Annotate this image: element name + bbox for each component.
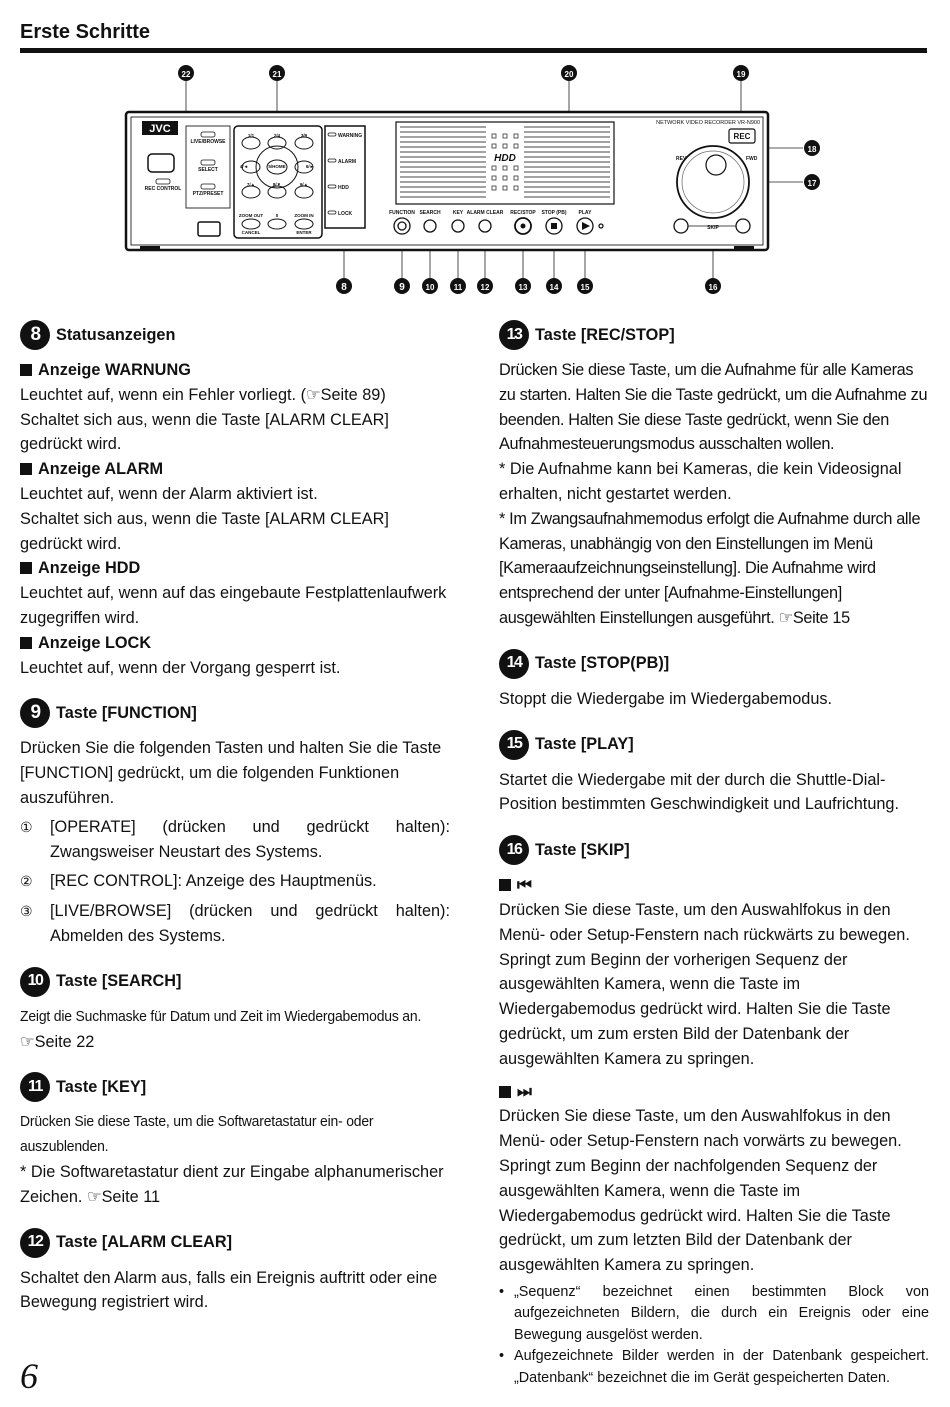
key-5-label: 5/HOME (268, 164, 286, 169)
zoom-in-label: ZOOM IN (294, 213, 314, 218)
section-11-heading (20, 1072, 450, 1102)
page-title: Erste Schritte (20, 21, 151, 43)
rec-dot-icon (521, 224, 526, 229)
front-panel-figure (0, 58, 950, 303)
callout-10-label: 10 (425, 283, 435, 292)
warning-text-2: Schaltet sich aus, wenn die Taste [ALARM CLEAR] gedrückt wird. (20, 410, 389, 454)
callout-13-label: 13 (518, 283, 528, 292)
skip-next-icon: ⏭ (517, 1082, 532, 1101)
section-15 (499, 730, 929, 818)
skip-prev-heading (499, 873, 929, 898)
number-badge-10: 10 (20, 967, 50, 997)
live-browse-label: LIVE/BROWSE (190, 139, 226, 145)
section-12-body: Schaltet den Alarm aus, falls ein Ereignis auftritt oder eine Bewegung registriert wird. (20, 1268, 438, 1312)
callout-18-label: 18 (807, 145, 817, 154)
section-13-note-1: * Die Aufnahme kann bei Kameras, die kein Videosignal erhalten, nicht gestartet werden. (499, 460, 902, 503)
number-badge-14: 14 (499, 649, 529, 679)
select-label: SELECT (198, 167, 218, 173)
alarm-clear-label: ALARM CLEAR (466, 210, 504, 216)
rec-button-label: REC (733, 132, 751, 141)
callout-19-label: 19 (736, 70, 746, 79)
section-9-intro: Drücken Sie die folgenden Tasten und halten Sie die Taste [FUNCTION] gedrückt, um die folgenden Funktionen auszuführen. (20, 739, 442, 807)
section-9-heading (20, 698, 450, 728)
section-13-heading (499, 320, 929, 350)
key-9-label: 9/▲ (299, 182, 309, 187)
skip-prev-button[interactable] (674, 219, 688, 233)
lock-indicator-label: LOCK (338, 211, 353, 217)
section-11-body: Drücken Sie diese Taste, um die Softwaretastatur ein- oder auszublenden. (20, 1113, 374, 1156)
left-column (20, 320, 450, 1333)
section-15-title: Taste [PLAY] (535, 735, 634, 754)
number-badge-11: 11 (20, 1072, 50, 1102)
key-7-label: 7/▲ (246, 182, 256, 187)
section-10-body: Zeigt die Suchmaske für Datum und Zeit im Wiedergabemodus an. (20, 1007, 422, 1025)
callout-14-label: 14 (549, 283, 559, 292)
section-10-heading (20, 967, 450, 997)
search-label: SEARCH (419, 210, 441, 216)
callout-21-label: 21 (272, 70, 282, 79)
skip-next-body: Drücken Sie diese Taste, um den Auswahlfokus in den Menü- oder Setup-Fenstern nach vorwärts zu bewegen. Springt zum Beginn der nachfolgenden Sequenz der ausgewählten Kamera, wenn die Taste im Wiedergabemodus gedrückt wird. Halten Sie die Taste gedrückt, um zum letzten Bild der Datenbank der ausgewählten Kamera zu springen. (499, 1107, 902, 1275)
hdd-indicator-label: HDD (338, 185, 349, 191)
rec-stop-label: REC/STOP (510, 210, 536, 216)
alarm-indicator-label: ALARM (338, 159, 357, 165)
section-14 (499, 649, 929, 712)
square-bullet-icon (20, 463, 32, 475)
alarm-text-2: Schaltet sich aus, wenn die Taste [ALARM CLEAR] gedrückt wird. (20, 509, 389, 553)
lock-heading: Anzeige LOCK (20, 631, 450, 656)
key-6-label: 6/► (305, 164, 315, 169)
section-9 (20, 698, 450, 948)
hdd-heading: Anzeige HDD (20, 556, 450, 581)
right-column (499, 320, 929, 1407)
section-8-heading (20, 320, 450, 350)
key-1-label: 1/1 (247, 133, 255, 138)
section-13-body: Drücken Sie diese Taste, um die Aufnahme für alle Kameras zu starten. Halten Sie die Taste gedrückt, um die Aufnahme zu beenden. Halten Sie diese Taste gedrückt, wenn Sie den Aufnahmesteuerungsmodus ausschalten wollen. (499, 361, 928, 454)
section-11 (20, 1072, 450, 1209)
skip-notes (499, 1282, 929, 1390)
section-14-heading (499, 649, 929, 679)
section-13-note-2: * Im Zwangsaufnahmemodus erfolgt die Aufnahme durch alle Kameras, unabhängig von den Einstellungen im Menü [Kameraaufzeichnungseinstellung]. Die Aufnahme wird entsprechend der unter [Aufnahme-Einstellungen] ausgewählten Einstellungen ausgeführt. ☞Seite 15 (499, 509, 921, 627)
callout-17-label: 17 (807, 179, 817, 188)
section-8 (20, 320, 450, 680)
section-10-ref: ☞Seite 22 (20, 1032, 95, 1051)
number-badge-13: 13 (499, 320, 529, 350)
play-label: PLAY (578, 210, 592, 216)
bullet-icon: • (499, 1283, 505, 1300)
alarm-text-1: Leuchtet auf, wenn der Alarm aktiviert ist. (20, 484, 318, 503)
callout-9-label: 9 (399, 282, 405, 293)
callout-20-label: 20 (564, 70, 574, 79)
callout-8-label: 8 (341, 282, 347, 293)
skip-next-heading (499, 1080, 929, 1105)
stop-pb-label: STOP (PB) (541, 210, 567, 216)
panel-foot-left (140, 246, 160, 251)
section-9-title: Taste [FUNCTION] (56, 703, 197, 722)
list-item: ③ [LIVE/BROWSE] (drücken und gedrückt halten): Abmelden des Systems. (20, 902, 450, 945)
section-16-title: Taste [SKIP] (535, 840, 630, 859)
section-13 (499, 320, 929, 631)
section-16-heading (499, 835, 929, 865)
function-list (20, 815, 450, 949)
section-11-title: Taste [KEY] (56, 1077, 147, 1096)
page-number: 6 (20, 1356, 38, 1396)
number-badge-12: 12 (20, 1228, 50, 1258)
key-4-label: 4/◄ (239, 164, 249, 169)
square-bullet-icon (499, 879, 511, 891)
panel-body (126, 112, 768, 250)
warning-indicator-label: WARNING (338, 133, 363, 139)
rec-control-label: REC CONTROL (144, 186, 182, 192)
callout-16-label: 16 (708, 283, 718, 292)
section-14-title: Taste [STOP(PB)] (535, 654, 670, 673)
section-10 (20, 967, 450, 1055)
ptz-preset-label: PTZ/PRESET (192, 191, 224, 197)
callout-22-label: 22 (181, 70, 191, 79)
number-badge-15: 15 (499, 730, 529, 760)
bullet-icon: • (499, 1348, 505, 1365)
section-10-title: Taste [SEARCH] (56, 972, 182, 991)
list-item: ① [OPERATE] (drücken und gedrückt halten): Zwangsweiser Neustart des Systems. (20, 817, 450, 861)
section-12 (20, 1228, 450, 1316)
skip-next-button[interactable] (736, 219, 750, 233)
list-item: ② [REC CONTROL]: Anzeige des Hauptmenüs. (20, 872, 377, 891)
key-label: KEY (452, 210, 464, 216)
page-header (20, 20, 927, 53)
number-badge-8: 8 (20, 320, 50, 350)
skip-prev-body: Drücken Sie diese Taste, um den Auswahlfokus in den Menü- oder Setup-Fenstern nach rückwärts zu bewegen. Springt zum Beginn der vorherigen Sequenz der ausgewählten Kamera, wenn die Taste im Wiedergabemodus gedrückt wird. Halten Sie die Taste gedrückt, um zum ersten Bild der Datenbank der ausgewählten Kamera zu springen. (499, 900, 910, 1068)
square-bullet-icon (499, 1086, 511, 1098)
square-bullet-icon (20, 364, 32, 376)
section-15-body: Startet die Wiedergabe mit der durch die Shuttle-Dial-Position bestimmten Geschwindigkeit und Laufrichtung. (499, 770, 900, 814)
callout-12-label: 12 (480, 283, 490, 292)
zoom-out-label: ZOOM OUT (238, 213, 264, 218)
number-badge-16: 16 (499, 835, 529, 865)
square-bullet-icon (20, 637, 32, 649)
callout-15-label: 15 (580, 283, 590, 292)
brand-text: JVC (149, 123, 171, 135)
section-14-body: Stoppt die Wiedergabe im Wiedergabemodus. (499, 689, 833, 708)
lock-text-1: Leuchtet auf, wenn der Vorgang gesperrt ist. (20, 658, 341, 677)
section-13-title: Taste [REC/STOP] (535, 325, 675, 344)
enter-label: ENTER (296, 230, 312, 235)
hdd-logo: HDD (494, 153, 516, 164)
list-item: • „Sequenz“ bezeichnet einen bestimmten Block von aufgezeichneten Bildern, die durch ein Ereignis oder eine Bewegung ausgelöst werden. (499, 1282, 929, 1347)
section-8-title: Statusanzeigen (56, 325, 176, 344)
section-15-heading (499, 730, 929, 760)
key-8-label: 8/▼ (272, 182, 282, 187)
key-3-label: 3/9 (300, 133, 308, 138)
hdd-text-1: Leuchtet auf, wenn auf das eingebaute Festplattenlaufwerk zugegriffen wird. (20, 584, 447, 627)
number-badge-9: 9 (20, 698, 50, 728)
cancel-label: CANCEL (241, 230, 261, 235)
section-12-title: Taste [ALARM CLEAR] (56, 1233, 233, 1252)
alarm-heading: Anzeige ALARM (20, 457, 450, 482)
section-12-heading (20, 1228, 450, 1258)
skip-prev-icon: ⏮ (517, 876, 532, 895)
square-bullet-icon (20, 562, 32, 574)
function-label: FUNCTION (389, 210, 415, 216)
rev-label: REV (676, 156, 687, 162)
skip-label: SKIP (707, 225, 719, 231)
title-rule (20, 48, 927, 53)
callout-11-label: 11 (453, 283, 463, 292)
model-name: NETWORK VIDEO RECORDER VR-N900 (656, 120, 760, 126)
panel-foot-right (734, 246, 754, 251)
fwd-label: FWD (746, 156, 758, 162)
section-16 (499, 835, 929, 1389)
key-0-label: 0 (275, 213, 279, 218)
section-11-note: * Die Softwaretastatur dient zur Eingabe alphanumerischer Zeichen. ☞Seite 11 (20, 1162, 444, 1206)
key-2-label: 2/4 (273, 133, 281, 138)
warning-heading: Anzeige WARNUNG (20, 358, 450, 383)
stop-square-icon (551, 223, 557, 229)
warning-text-1: Leuchtet auf, wenn ein Fehler vorliegt. (☞Seite 89) (20, 385, 386, 404)
list-item: • Aufgezeichnete Bilder werden in der Datenbank gespeichert. „Datenbank“ bezeichnet die im Gerät gespeicherten Daten. (499, 1346, 929, 1389)
